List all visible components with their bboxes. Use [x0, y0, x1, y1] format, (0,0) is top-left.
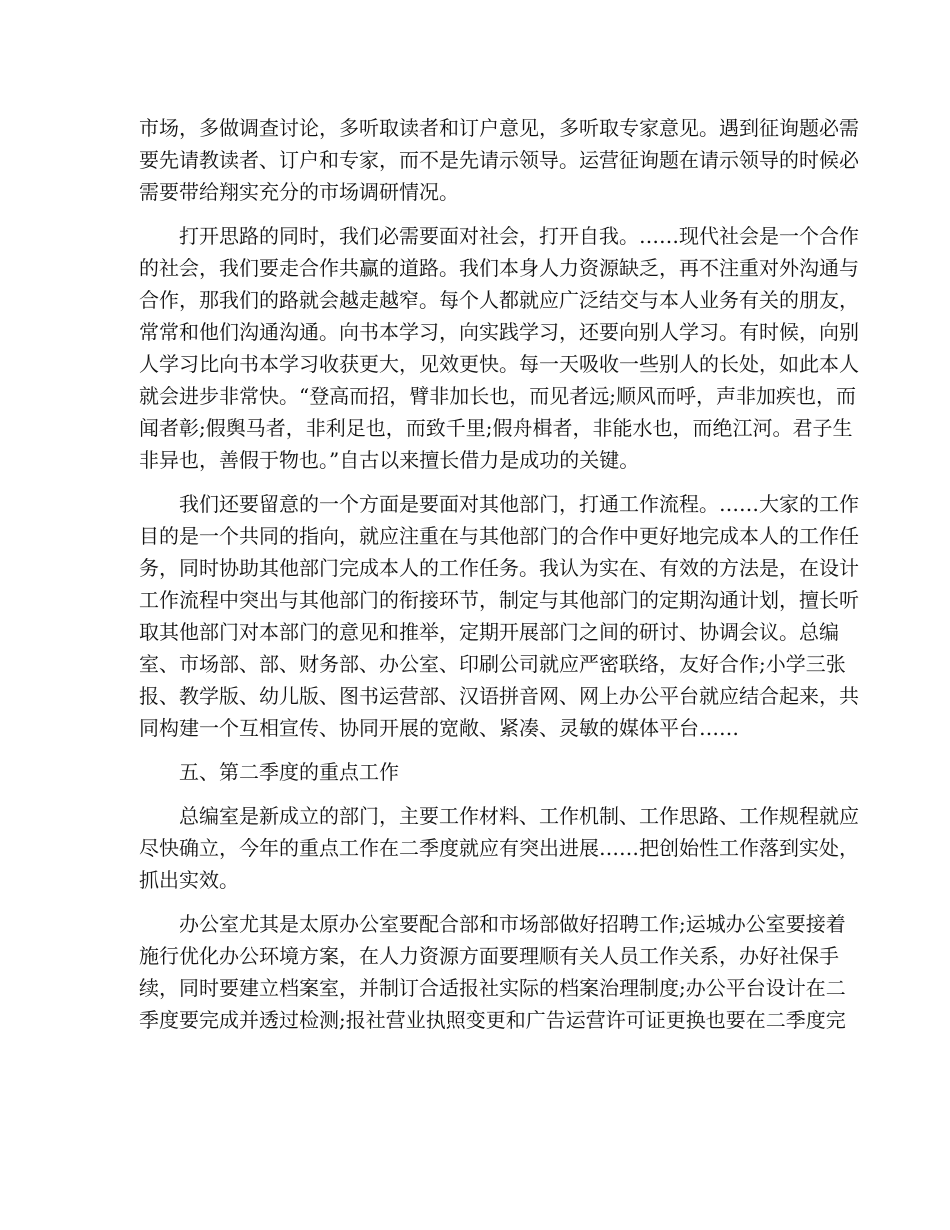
text-line: 报、教学版、幼儿版、图书运营部、汉语拼音网、网上办公平台就应结合起来，共	[139, 684, 859, 708]
text-line: 需要带给翔实充分的市场调研情况。	[139, 180, 459, 204]
text-line: 办公室尤其是太原办公室要配合部和市场部做好招聘工作;运城办公室要接着	[139, 912, 846, 936]
text-line: 施行优化办公环境方案，在人力资源方面要理顺有关人员工作关系，办好社保手	[139, 944, 839, 968]
text-line: 务，同时协助其他部门完成本人的工作任务。我认为实在、有效的方法是，在设计	[139, 556, 859, 580]
text-line: 抓出实效。	[139, 868, 239, 892]
text-line: 工作流程中突出与其他部门的衔接环节，制定与其他部门的定期沟通计划，擅长听	[139, 588, 859, 612]
text-line: 合作，那我们的路就会越走越窄。每个人都就应广泛结交与本人业务有关的朋友，	[139, 288, 859, 312]
section-heading	[139, 756, 819, 788]
text-line: 闻者彰;假舆马者，非利足也，而致千里;假舟楫者，非能水也，而绝江河。君子生	[139, 416, 853, 440]
text-line: 季度要完成并透过检测;报社营业执照变更和广告运营许可证更换也要在二季度完	[139, 1008, 846, 1032]
text-line: 续，同时要建立档案室，并制订合适报社实际的档案治理制度;办公平台设计在二	[139, 976, 846, 1000]
document-body	[139, 112, 859, 1048]
text-line: 非异也，善假于物也。”自古以来擅长借力是成功的关键。	[139, 448, 640, 472]
text-line: 常常和他们沟通沟通。向书本学习，向实践学习，还要向别人学习。有时候，向别	[139, 320, 859, 344]
text-line: 尽快确立，今年的重点工作在二季度就应有突出进展……把创始性工作落到实处，	[139, 836, 859, 860]
text-line: 打开思路的同时，我们必需要面对社会，打开自我。……现代社会是一个合作	[139, 224, 859, 248]
text-line: 市场，多做调查讨论，多听取读者和订户意见，多听取专家意见。遇到征询题必需	[139, 116, 859, 140]
text-line: 我们还要留意的一个方面是要面对其他部门，打通工作流程。……大家的工作	[139, 492, 859, 516]
text-line: 要先请教读者、订户和专家，而不是先请示领导。运营征询题在请示领导的时候必	[139, 148, 859, 172]
paragraph-office-tasks	[139, 908, 846, 1036]
text-line: 总编室是新成立的部门，主要工作材料、工作机制、工作思路、工作规程就应	[139, 804, 859, 828]
paragraph-workflow	[139, 488, 859, 744]
text-line: 同构建一个互相宣传、协同开展的宽敞、紧凑、灵敏的媒体平台……	[139, 716, 739, 740]
text-line: 就会进步非常快。“登高而招，臂非加长也，而见者远;顺风而呼，声非加疾也，而	[139, 384, 856, 408]
text-line: 室、市场部、部、财务部、办公室、印刷公司就应严密联络，友好合作;小学三张	[139, 652, 846, 676]
text-line: 五、第二季度的重点工作	[139, 760, 399, 784]
text-line: 目的是一个共同的指向，就应注重在与其他部门的合作中更好地完成本人的工作任	[139, 524, 859, 548]
paragraph-open-minded	[139, 220, 859, 476]
text-line: 的社会，我们要走合作共赢的道路。我们本身人力资源缺乏，再不注重对外沟通与	[139, 256, 859, 280]
text-line: 取其他部门对本部门的意见和推举，定期开展部门之间的研讨、协调会议。总编	[139, 620, 839, 644]
paragraph-market-research	[139, 112, 859, 208]
paragraph-editorial-office	[139, 800, 859, 896]
text-line: 人学习比向书本学习收获更大，见效更快。每一天吸收一些别人的长处，如此本人	[139, 352, 859, 376]
